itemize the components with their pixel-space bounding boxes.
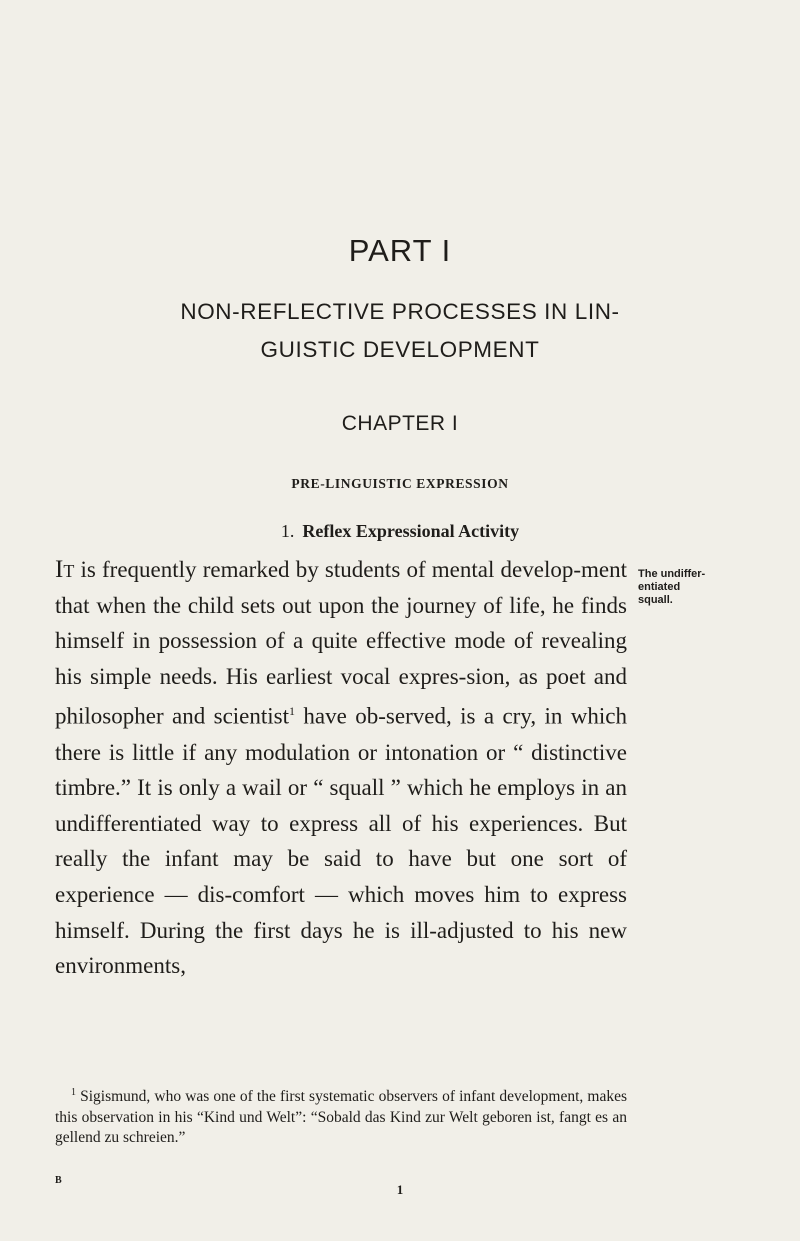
part-title-line-1: NON-REFLECTIVE PROCESSES IN LIN-	[180, 299, 620, 324]
lead-word: It	[55, 556, 75, 583]
part-title	[0, 293, 800, 369]
page-number: 1	[396, 1182, 404, 1197]
margin-note-line: entiated	[638, 581, 681, 593]
body-text-1: is frequently remarked by students of mental develop-ment that when the child sets out upon the journey of life, he finds himself in possession of a quite effective mode of revealing his simple needs. His earliest vocal expres-sion, as poet and philosopher and scientist	[55, 557, 627, 730]
footnote-marker: 1	[71, 1087, 76, 1098]
chapter-heading: CHAPTER I	[341, 412, 459, 435]
section-title: Reflex Expressional Activity	[302, 521, 520, 541]
margin-note-text	[638, 568, 748, 607]
section-heading	[0, 521, 800, 542]
section-number: 1.	[280, 521, 295, 541]
footnote	[55, 1083, 627, 1149]
margin-note	[638, 568, 748, 607]
part-title-line-2: GUISTIC DEVELOPMENT	[260, 337, 540, 362]
signature-mark: B	[55, 1175, 62, 1186]
body-text-2: have ob-served, is a cry, in which there is little if any modulation or intonation or “ distinctive timbre.” It is only a wail or “ squall ” which he employs in an undifferentiated way to express all of his experiences. But really the infant may be said to have but one sort of experience — dis-comfort — which moves him to express himself. During the first days he is ill-adjusted to his new environments,	[55, 704, 628, 979]
part-heading: PART I	[348, 233, 452, 268]
body-paragraph	[55, 552, 627, 984]
chapter-subtitle: PRE-LINGUISTIC EXPRESSION	[291, 476, 509, 491]
footnote-reference: 1	[289, 704, 296, 719]
margin-note-line: The undiffer-	[638, 568, 706, 580]
margin-note-line: squall.	[638, 594, 673, 606]
footnote-text: Sigismund, who was one of the first systematic observers of infant development, makes this observation in his “Kind und Welt”: “Sobald das Kind zur Welt geboren ist, fangt es an gellend zu schreien.”	[55, 1088, 627, 1147]
